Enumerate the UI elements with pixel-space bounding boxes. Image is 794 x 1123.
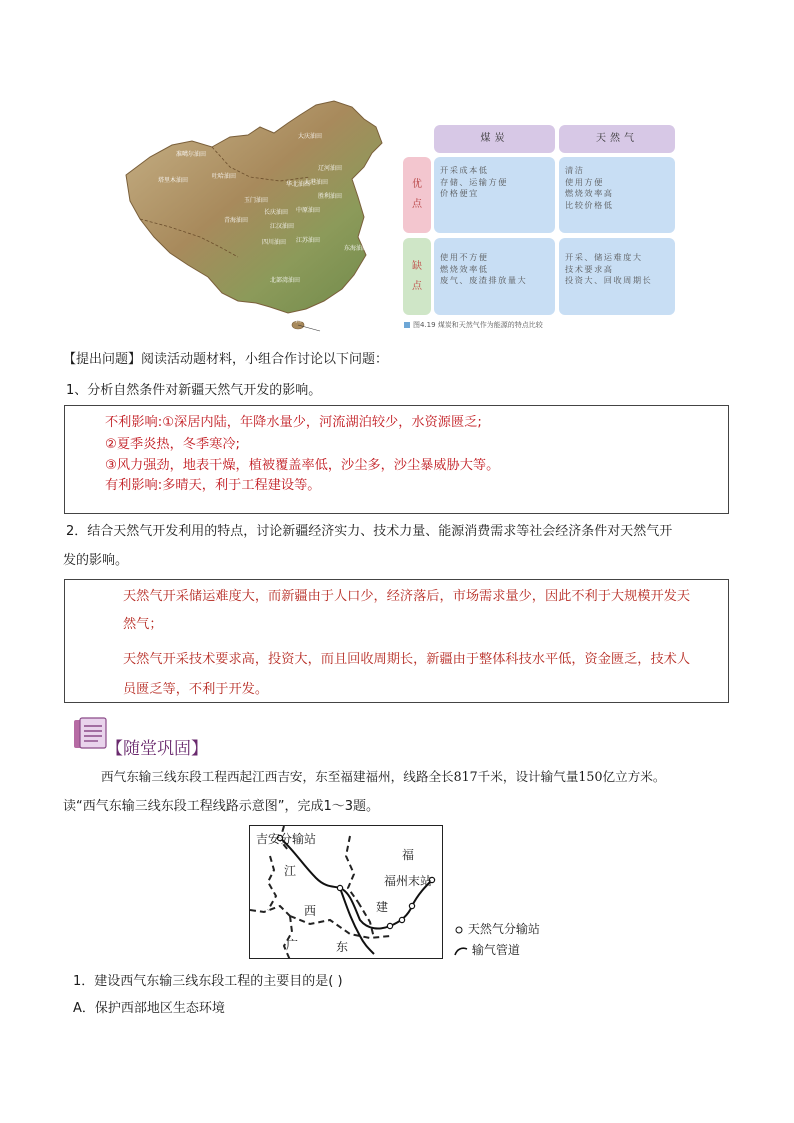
legend-pipeline-label: 输气管道 <box>471 943 520 957</box>
answer-line: 天然气开采储运难度大，而新疆由于人口少，经济落后，市场需求量少，因此不利于大规模开发天 <box>123 589 691 604</box>
answer-line: 有利影响:多晴天，利于工程建设等。 <box>105 478 321 493</box>
row-advantage-label <box>412 175 422 215</box>
map-label: 江苏油田 <box>296 237 321 244</box>
map-label: 玉门油田 <box>244 197 269 204</box>
pipeline-legend-icon <box>454 945 468 957</box>
station-legend-icon <box>454 925 464 935</box>
text-line: 存储、运输方便 <box>440 176 508 187</box>
station-marker <box>399 917 404 922</box>
text-line: 清洁 <box>565 165 585 175</box>
caption-marker <box>404 322 410 328</box>
coal-advantages <box>434 157 555 233</box>
option-a: A．保护西部地区生态环境 <box>73 1001 225 1016</box>
row-label-char: 优 <box>412 179 422 190</box>
station-marker <box>337 885 342 890</box>
map-label: 中原油田 <box>296 207 321 214</box>
map-label: 胜利油田 <box>318 193 343 200</box>
map-label: 华北油田 <box>286 181 311 188</box>
label-guang: 广 <box>286 938 299 952</box>
question-2-line2: 发的影响。 <box>63 553 129 568</box>
map-label: 东海油田 <box>344 245 369 252</box>
legend-station <box>454 920 540 937</box>
label-fu: 福 <box>402 848 415 862</box>
label-dong: 东 <box>336 940 349 954</box>
answer-line: ③风力强劲，地表干燥，植被覆盖率低，沙尘多，沙尘暴威胁大等。 <box>105 458 500 473</box>
legend-pipeline <box>454 941 520 958</box>
row-label-char: 缺 <box>412 260 422 272</box>
pipeline-route-map <box>249 825 443 959</box>
station-marker <box>387 923 392 928</box>
question-2-line1: 2．结合天然气开发利用的特点，讨论新疆经济实力、技术力量、能源消费需求等社会经济条件对天然气开 <box>66 524 673 539</box>
intro-text: 【提出问题】阅读活动题材料，小组合作讨论以下问题： <box>63 352 389 367</box>
caption-text: 图4.19 煤炭和天然气作为能源的特点比较 <box>413 321 543 329</box>
row-label-char: 点 <box>412 280 422 292</box>
map-label: 长庆油田 <box>264 209 289 216</box>
label-fuzhou-station: 福州末站 <box>384 874 433 888</box>
china-oilfield-map <box>120 97 398 337</box>
text-line: 开采、储运难度大 <box>565 252 643 262</box>
map-label: 准噶尔油田 <box>176 151 207 158</box>
label-jian-station: 吉安分输站 <box>256 832 317 846</box>
map-label: 北部湾油田 <box>270 277 301 284</box>
answer-line: ②夏季炎热，冬季寒冷; <box>105 437 240 452</box>
gas-disadvantages <box>559 238 675 315</box>
header-coal: 煤炭 <box>434 125 555 153</box>
answer-box-1 <box>64 405 729 514</box>
text-line: 比较价格低 <box>565 199 614 210</box>
text-line: 使用不方便 <box>440 252 489 262</box>
row-advantage <box>403 157 431 233</box>
map-label: 南海油田 <box>286 317 311 324</box>
paragraph-2: 读“西气东输三线东段工程线路示意图”，完成1～3题。 <box>63 799 380 814</box>
figure-caption <box>404 320 543 330</box>
map-label: 大庆油田 <box>298 133 323 140</box>
row-label-char: 点 <box>412 199 422 210</box>
text-line: 价格便宜 <box>440 188 479 198</box>
coal-gas-comparison <box>403 124 675 316</box>
text-line: 投资大、回收周期长 <box>565 275 653 285</box>
row-disadvantage-label <box>412 257 422 297</box>
map-label: 青海油田 <box>224 217 249 224</box>
map-label: 辽河油田 <box>318 165 343 172</box>
row-disadvantage <box>403 238 431 315</box>
answer-line: 不利影响:①深居内陆，年降水量少，河流湖泊较少，水资源匮乏; <box>105 415 482 430</box>
text-line: 废气、废渣排放量大 <box>440 275 528 285</box>
station-marker <box>409 903 414 908</box>
header-gas: 天然气 <box>559 125 675 153</box>
answer-line: 然气； <box>123 617 163 632</box>
text-line: 燃烧效率高 <box>565 188 614 198</box>
label-jiang: 江 <box>284 864 297 878</box>
text-line: 燃烧效率低 <box>440 263 489 274</box>
label-jian2: 建 <box>376 900 389 914</box>
paragraph-1: 西气东输三线东段工程西起江西吉安，东至福建福州，线路全长817千米，设计输气量150亿立方米。 <box>101 769 666 784</box>
question-1: 1、分析自然条件对新疆天然气开发的影响。 <box>66 383 322 398</box>
text-line: 技术要求高 <box>565 263 614 274</box>
map-label: 塔里木油田 <box>158 177 189 184</box>
text-line: 开采成本低 <box>440 165 489 175</box>
text-line: 使用方便 <box>565 176 604 187</box>
map-label: 四川油田 <box>262 239 287 246</box>
gas-advantages <box>559 157 675 233</box>
section-title: 【随堂巩固】 <box>106 739 208 759</box>
question-choice-1: 1．建设西气东输三线东段工程的主要目的是( ) <box>73 974 343 989</box>
label-xi: 西 <box>304 904 317 918</box>
answer-line: 天然气开采技术要求高，投资大，而且回收周期长，新疆由于整体科技水平低，资金匮乏，技术人 <box>123 652 691 667</box>
answer-box-2 <box>64 579 729 703</box>
map-label: 吐哈油田 <box>212 173 237 180</box>
legend-station-label: 天然气分输站 <box>467 922 540 936</box>
answer-line: 员匮乏等，不利于开发。 <box>123 682 269 697</box>
coal-disadvantages <box>434 238 555 315</box>
map-label: 江汉油田 <box>270 223 295 230</box>
map-label: 大港油田 <box>304 179 329 186</box>
